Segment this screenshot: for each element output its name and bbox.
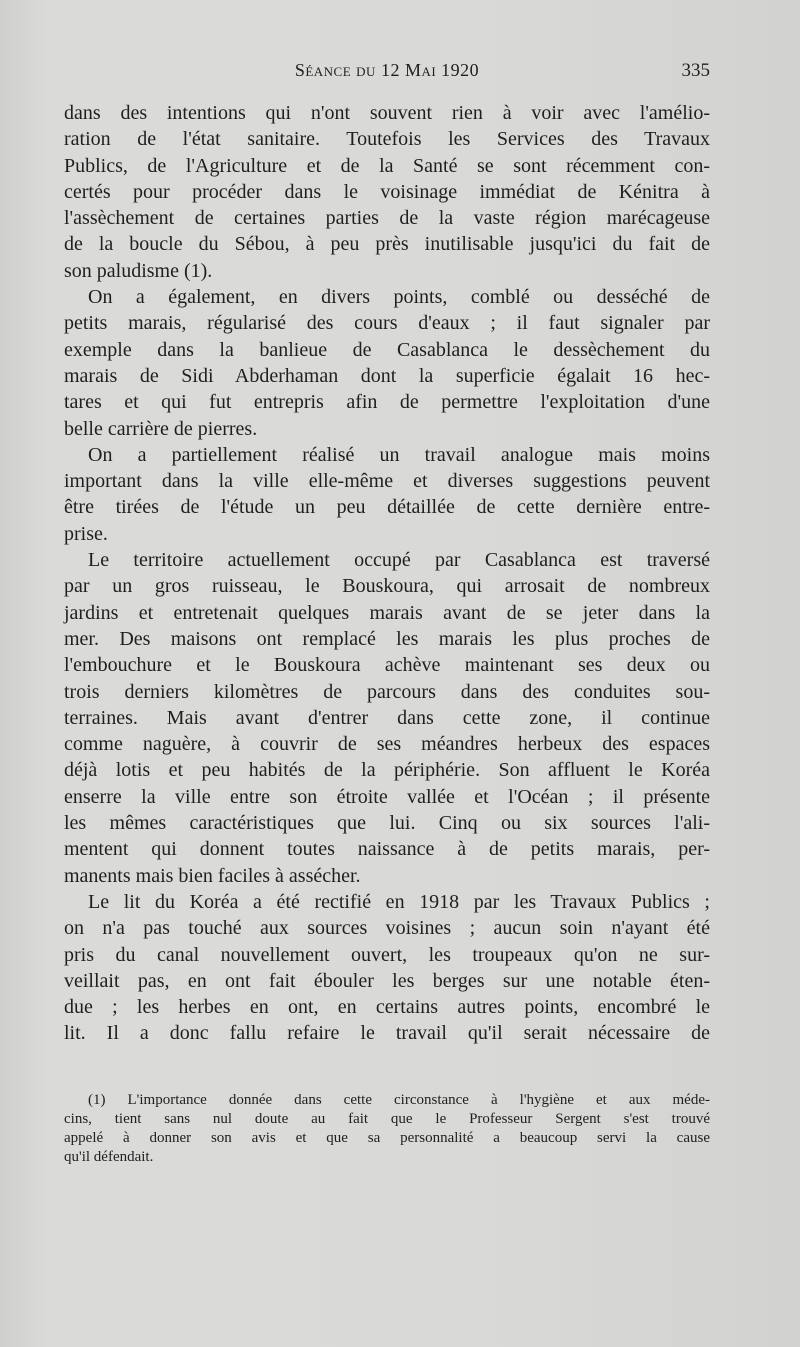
paragraph-5 xyxy=(64,889,710,1047)
text-line: On a également, en divers points, comblé ou desséché de xyxy=(88,286,710,309)
footnote xyxy=(64,1091,710,1167)
footnote-line: cins, tient sans nul doute au fait que le Professeur Sergent s'est trouvé xyxy=(64,1111,710,1127)
page-header xyxy=(64,60,710,88)
text-line: être tirées de l'étude un peu détaillée de cette dernière entre- xyxy=(64,496,710,519)
text-line: lit. Il a donc fallu refaire le travail qu'il serait nécessaire de xyxy=(64,1022,710,1045)
page-number: 335 xyxy=(681,60,710,81)
footnote-line: (1) L'importance donnée dans cette circonstance à l'hygiène et aux méde- xyxy=(88,1092,710,1108)
text-line: pris du canal nouvellement ouvert, les troupeaux qu'on ne sur- xyxy=(64,943,710,966)
text-line: déjà lotis et peu habités de la périphérie. Son affluent le Koréa xyxy=(64,759,710,782)
body-text xyxy=(64,100,710,1047)
text-line: petits marais, régularisé des cours d'eaux ; il faut signaler par xyxy=(64,312,710,335)
text-line: important dans la ville elle-même et diverses suggestions peuvent xyxy=(64,470,710,493)
text-line: mer. Des maisons ont remplacé les marais les plus proches de xyxy=(64,627,710,650)
text-line: belle carrière de pierres. xyxy=(64,417,258,440)
text-line: manents mais bien faciles à assécher. xyxy=(64,864,361,887)
text-line: trois derniers kilomètres de parcours dans des conduites sou- xyxy=(64,680,710,703)
text-line: veillait pas, en ont fait ébouler les berges sur une notable éten- xyxy=(64,969,710,992)
text-line: Le lit du Koréa a été rectifié en 1918 par les Travaux Publics ; xyxy=(88,890,710,913)
text-line: par un gros ruisseau, le Bouskoura, qui arrosait de nombreux xyxy=(64,575,710,598)
text-line: prise. xyxy=(64,522,108,545)
text-line: tares et qui fut entrepris afin de permettre l'exploitation d'une xyxy=(64,391,710,414)
text-line: on n'a pas touché aux sources voisines ; aucun soin n'ayant été xyxy=(64,917,710,940)
paragraph-2 xyxy=(64,284,710,442)
text-line: enserre la ville entre son étroite vallée et l'Océan ; il présente xyxy=(64,785,710,808)
text-line: terraines. Mais avant d'entrer dans cette zone, il continue xyxy=(64,706,710,729)
text-line: certés pour procéder dans le voisinage immédiat de Kénitra à xyxy=(64,180,710,203)
text-line: dans des intentions qui n'ont souvent rien à voir avec l'amélio- xyxy=(64,102,710,124)
text-line: son paludisme (1). xyxy=(64,259,213,282)
text-line: exemple dans la banlieue de Casablanca le dessèchement du xyxy=(64,338,710,361)
text-line: comme naguère, à couvrir de ses méandres herbeux des espaces xyxy=(64,733,710,756)
text-line: mentent qui donnent toutes naissance à de petits marais, per- xyxy=(64,838,710,861)
running-head: Séance du 12 Mai 1920 xyxy=(294,60,480,80)
text-line: due ; les herbes en ont, en certains autres points, encombré le xyxy=(64,996,710,1019)
footnote-line: appelé à donner son avis et que sa personnalité a beaucoup servi la cause xyxy=(64,1130,710,1146)
text-line: Publics, de l'Agriculture et de la Santé se sont récemment con- xyxy=(64,154,710,177)
text-line: Le territoire actuellement occupé par Casablanca est traversé xyxy=(88,549,710,572)
paragraph-1 xyxy=(64,100,710,284)
paragraph-4 xyxy=(64,547,710,889)
text-line: l'embouchure et le Bouskoura achève maintenant ses deux ou xyxy=(64,654,710,677)
text-line: de la boucle du Sébou, à peu près inutilisable jusqu'ici du fait de xyxy=(64,233,710,256)
text-line: les mêmes caractéristiques que lui. Cinq ou six sources l'ali- xyxy=(64,812,710,835)
paragraph-3 xyxy=(64,442,710,547)
text-line: marais de Sidi Abderhaman dont la superficie égalait 16 hec- xyxy=(64,364,710,387)
text-line: l'assèchement de certaines parties de la vaste région marécageuse xyxy=(64,207,710,230)
text-line: ration de l'état sanitaire. Toutefois les Services des Travaux xyxy=(64,128,710,151)
text-line: On a partiellement réalisé un travail analogue mais moins xyxy=(88,443,710,466)
footnote-line: qu'il défendait. xyxy=(64,1149,154,1165)
text-line: jardins et entretenait quelques marais avant de se jeter dans la xyxy=(64,601,710,624)
